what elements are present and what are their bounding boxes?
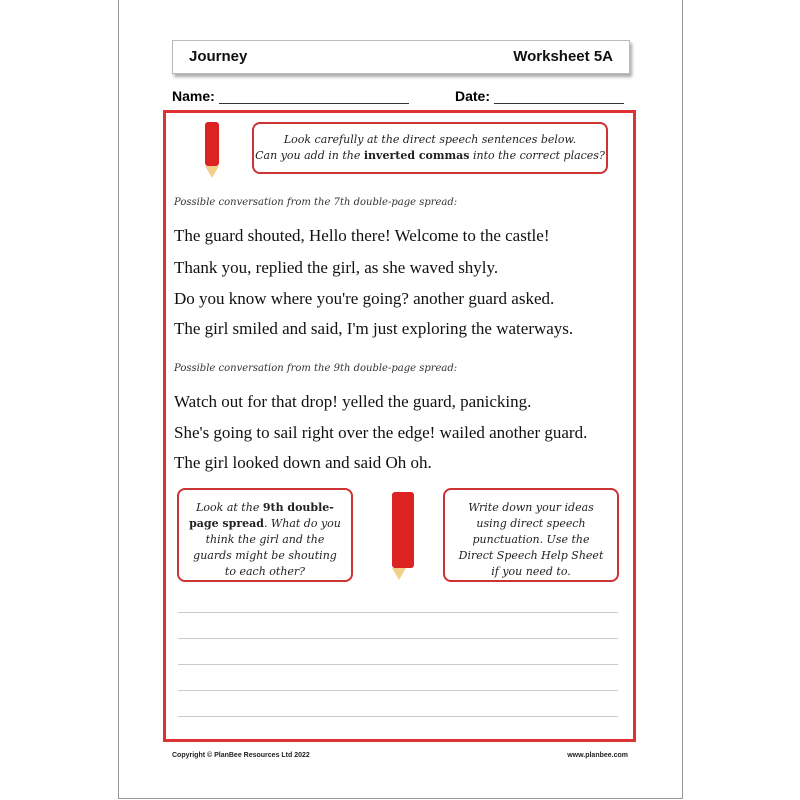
sentence: The girl smiled and said, I'm just exploring the waterways. [174,319,574,338]
instruction-line2: Can you add in the inverted commas into the correct places? [255,149,605,162]
worksheet-number: Worksheet 5A [513,48,613,65]
worksheet-topic: Journey [189,48,248,65]
sentence: Watch out for that drop! yelled the guard, panicking. [174,392,532,411]
writing-line[interactable] [178,638,618,639]
section1-heading: Possible conversation from the 7th double-page spread: [174,197,458,208]
writing-line[interactable] [178,664,618,665]
name-label: Name: [172,88,215,104]
name-field[interactable] [172,88,409,104]
date-field[interactable] [455,88,624,104]
website-link[interactable]: www.planbee.com [567,752,628,759]
pencil-mascot-icon [205,122,219,166]
copyright: Copyright © PlanBee Resources Ltd 2022 [172,752,310,759]
writing-line[interactable] [178,612,618,613]
sentence: The girl looked down and said Oh oh. [174,453,432,472]
date-label: Date: [455,88,491,104]
right-prompt-bubble: Write down your ideas using direct speech punctuation. Use the Direct Speech Help Sheet if you need to. [443,488,619,582]
instruction-line1: Look carefully at the direct speech sentences below. [283,133,577,146]
section2-heading: Possible conversation from the 9th double-page spread: [174,363,458,374]
sentence: Do you know where you're going? another guard asked. [174,289,555,308]
sentence: Thank you, replied the girl, as she waved shyly. [174,258,499,277]
left-prompt-bubble: Look at the 9th double-page spread. What do you think the girl and the guards might be shouting to each other? [177,488,353,582]
sentence: She's going to sail right over the edge! wailed another guard. [174,423,588,442]
header-box [172,40,630,74]
instruction-bubble [252,122,608,174]
writing-line[interactable] [178,690,618,691]
pencil-mascot-icon [392,492,414,568]
sentence: The guard shouted, Hello there! Welcome to the castle! [174,226,550,245]
writing-line[interactable] [178,716,618,717]
